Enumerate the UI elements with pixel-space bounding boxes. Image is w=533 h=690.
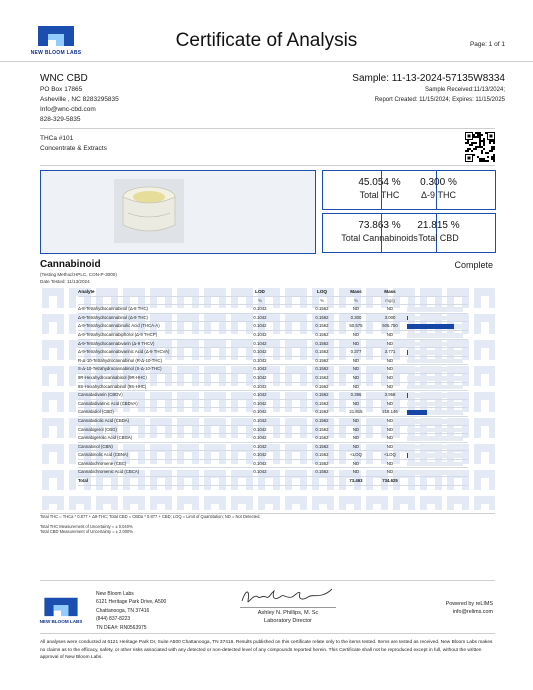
table-row (78, 391, 468, 400)
lab-address (96, 590, 166, 632)
table-row (78, 374, 468, 383)
lod-value: 0.1042 (253, 349, 267, 355)
document-title: Certificate of Analysis (175, 30, 358, 51)
analyte-name: Cannabinolic Acid (CBNA) (78, 452, 129, 458)
mass-pct-value: 0.300 (350, 314, 362, 320)
loq-value: 0.1562 (315, 417, 329, 423)
loq-value: 0.1562 (315, 460, 329, 466)
analyte-name: Cannabigerolic Acid (CBGA) (78, 435, 133, 441)
footer-logo-icon (40, 594, 82, 618)
powered-by-email[interactable]: info@relims.com (452, 609, 493, 616)
col-header-mass-pct: Mass (350, 289, 362, 294)
lod-value: 0.1042 (253, 460, 267, 466)
mass-pct-value: 50.575 (349, 323, 363, 329)
mass-mg-value: ND (386, 340, 394, 346)
analyte-name: Cannabinol (CBN) (78, 443, 113, 449)
loq-value: 0.1562 (315, 435, 329, 441)
table-row (78, 408, 468, 417)
lab-city: Chattanooga, TN 37416 (96, 607, 150, 614)
mass-mg-value: 218.146 (382, 409, 398, 415)
mass-pct-value: ND (352, 357, 360, 363)
lod-value: 0.1042 (253, 314, 267, 320)
analyte-name: Cannabidiol (CBD) (78, 409, 114, 415)
loq-value: 0.1562 (315, 306, 329, 312)
lab-name: New Bloom Labs (96, 591, 134, 597)
lod-value: 0.1042 (253, 469, 267, 475)
product-category: Concentrate & Extracts (40, 145, 107, 152)
analyte-name: Δ-9-Tetrahydrocannabinol (Δ-9 THC) (78, 314, 148, 320)
lab-phone: (844) 837-8223 (96, 616, 131, 623)
metric-label: Total Cannabinoids (341, 233, 418, 243)
mass-mg-value: ND (386, 374, 394, 380)
loq-value: 0.1562 (315, 469, 329, 475)
analyte-name: Δ-9-Tetrahydrocannabiphorol (Δ-9 THCP) (78, 331, 158, 337)
footer-logo-text: NEW BLOOM LABS (39, 619, 83, 624)
lod-value: 0.1042 (253, 331, 267, 337)
table-row (78, 340, 468, 349)
lab-street: 6121 Heritage Park Drive, A500 (96, 599, 167, 606)
mass-mg-value: ND (386, 331, 394, 337)
director-signature (236, 585, 336, 607)
result-bar-track (407, 307, 463, 312)
col-header-loq: LOQ (317, 289, 327, 294)
unit-mass-mg: mg/g (385, 297, 395, 303)
sample-info (352, 72, 505, 105)
metric-label: Total CBD (418, 233, 459, 243)
result-bar-track (407, 445, 463, 450)
mass-pct-value: ND (352, 417, 360, 423)
sample-id: Sample: 11-13-2024-57135W8334 (352, 73, 505, 84)
mass-pct-value: ND (352, 435, 360, 441)
table-row (78, 417, 468, 426)
analyte-name: 9S-Hexahydrocannabinol (9S-HHC) (78, 383, 147, 389)
lod-value: 0.1042 (253, 340, 267, 346)
director-name: Ashley N. Phillips, M. Sc (257, 610, 319, 616)
powered-by-text: Powered by reLIMS (445, 601, 493, 607)
analyte-name: Δ-9-Tetrahydrocannabivarin (Δ-9 THCV) (78, 340, 155, 346)
director-title: Laboratory Director (264, 618, 312, 625)
mass-pct-value: ND (352, 374, 360, 380)
status-badge: Complete (454, 260, 493, 270)
total-mass-mg: 734.625 (382, 478, 398, 484)
mass-mg-value: ND (386, 357, 394, 363)
mass-mg-value: 3.771 (384, 349, 396, 355)
client-email: Info@wnc-cbd.com (40, 106, 96, 113)
table-header-row (78, 288, 468, 297)
cannabinoid-table (78, 288, 468, 486)
lod-value: 0.1042 (253, 452, 267, 458)
client-name: WNC CBD (40, 73, 88, 84)
mass-mg-value: 505.750 (382, 323, 398, 329)
analyte-name: Cannabigerol (CBG) (78, 426, 117, 432)
loq-value: 0.1562 (315, 366, 329, 372)
table-row (78, 365, 468, 374)
mass-pct-value: ND (352, 340, 360, 346)
divider (40, 633, 495, 634)
analyte-name: Cannabidivarin (CBDV) (78, 392, 123, 398)
mass-mg-value: ND (386, 443, 394, 449)
mass-mg-value: ND (386, 383, 394, 389)
metric-value: 0.300 % (420, 177, 457, 188)
result-bar-track (407, 324, 463, 329)
mass-mg-value: ND (386, 417, 394, 423)
logo-text: NEW BLOOM LABS (30, 50, 82, 56)
lod-value: 0.1042 (253, 417, 267, 423)
result-bar (407, 453, 408, 458)
analyte-name: Cannabichromene (CBC) (78, 460, 127, 466)
mass-mg-value: ND (386, 400, 394, 406)
mass-mg-value: ND (386, 306, 394, 312)
mass-mg-value: ND (386, 366, 394, 372)
analyte-name: Δ-9-Tetrahydrocannabinolic Acid (THCA-A) (78, 323, 160, 329)
loq-value: 0.1562 (315, 452, 329, 458)
mass-pct-value: ND (352, 460, 360, 466)
mass-mg-value: 3.000 (384, 314, 396, 320)
result-bar-track (407, 453, 463, 458)
table-row (78, 451, 468, 460)
table-row (78, 314, 468, 323)
disclaimer-text: All analyses were conducted at 6121 Heritage Park Dr, Suite A500 Chattanooga, TN 37416. Results published on this certificate relate only to the items tested. Items are tested as received. New Bloom Labs makes no claims as to the efficacy, safety, or other risks associated with any detected or non-detected level of any compounds reported herein. This Certificate shall not be reproduced except in full, without the written approval of New Bloom Labs. (40, 640, 493, 661)
sample-jar-image (114, 179, 184, 243)
lod-value: 0.1042 (253, 409, 267, 415)
result-bar (407, 410, 427, 415)
client-city-line: Asheville , NC 8283295835 (40, 96, 119, 103)
loq-value: 0.1562 (315, 323, 329, 329)
unit-loq: % (320, 297, 324, 303)
mass-pct-value: ND (352, 306, 360, 312)
result-bar-track (407, 436, 463, 441)
result-bar-track (407, 385, 463, 390)
loq-value: 0.1562 (315, 314, 329, 320)
lod-value: 0.1042 (253, 374, 267, 380)
col-header-mass-mg: Mass (384, 289, 396, 294)
col-header-analyte: Analyte (78, 289, 95, 294)
result-bar-track (407, 316, 463, 321)
loq-value: 0.1562 (315, 392, 329, 398)
lod-value: 0.1042 (253, 357, 267, 363)
result-bar-track (407, 342, 463, 347)
lod-value: 0.1042 (253, 392, 267, 398)
mass-mg-value: 3.958 (384, 392, 396, 398)
table-row (78, 348, 468, 357)
divider (40, 580, 495, 581)
table-row (78, 305, 468, 314)
col-header-lod: LOD (255, 289, 265, 294)
result-bar (407, 316, 408, 321)
client-info (40, 72, 119, 125)
loq-value: 0.1562 (315, 349, 329, 355)
analyte-name: 9R-Hexahydrocannabinol (9R-HHC) (78, 374, 147, 380)
table-row (78, 357, 468, 366)
result-bar (407, 393, 408, 398)
client-address-line: PO Box 17865 (40, 86, 83, 93)
table-row (78, 331, 468, 340)
metric-value: 45.054 % (358, 177, 401, 188)
table-row (78, 443, 468, 452)
loq-value: 0.1562 (315, 331, 329, 337)
unit-lod: % (258, 297, 262, 303)
analyte-name: Cannabidiolic Acid (CBDA) (78, 417, 130, 423)
table-row (78, 434, 468, 443)
analyte-name: Cannabichromenic Acid (CBCA) (78, 469, 140, 475)
loq-value: 0.1562 (315, 383, 329, 389)
total-label: Total (78, 478, 88, 484)
divider (40, 165, 495, 166)
mass-pct-value: 0.396 (350, 392, 362, 398)
result-bar-track (407, 410, 463, 415)
date-tested: Date Tested: 11/13/2024 (40, 279, 90, 284)
result-bar-track (407, 419, 463, 424)
mass-mg-value: ND (386, 435, 394, 441)
mass-mg-value: ND (386, 460, 394, 466)
loq-value: 0.1562 (315, 374, 329, 380)
table-row (78, 322, 468, 331)
lod-value: 0.1042 (253, 435, 267, 441)
mass-pct-value: ND (352, 383, 360, 389)
table-row (78, 383, 468, 392)
unit-mass-pct: % (354, 297, 358, 303)
qr-code-icon[interactable] (465, 132, 495, 162)
analyte-name: R-Δ-10-Tetrahydrocannabinol (R-Δ-10-THC) (78, 357, 163, 363)
testing-method: (Testing Method:HPLC, CON-P-3000) (40, 272, 117, 277)
signature-line (240, 607, 336, 608)
loq-value: 0.1562 (315, 340, 329, 346)
metric-value: 21.815 % (417, 220, 460, 231)
lod-value: 0.1042 (253, 400, 267, 406)
table-row (78, 460, 468, 469)
page-number: Page: 1 of 1 (469, 41, 505, 48)
table-row (78, 468, 468, 477)
thc-uncertainty: Total THC Measurement of Uncertainty = ± 0.040% (40, 524, 133, 529)
mass-mg-value: ND (386, 469, 394, 475)
result-bar-track (407, 402, 463, 407)
mass-pct-value: <LOQ (350, 452, 362, 458)
loq-value: 0.1562 (315, 409, 329, 415)
table-row (78, 400, 468, 409)
mass-pct-value: ND (352, 469, 360, 475)
mass-pct-value: ND (352, 426, 360, 432)
result-bar-track (407, 393, 463, 398)
section-title: Cannabinoid (40, 259, 101, 270)
divider (40, 128, 495, 129)
result-bar-track (407, 470, 463, 475)
table-units-row (78, 297, 468, 306)
table-row (78, 426, 468, 435)
result-bar-track (407, 333, 463, 338)
analyte-name: Δ-8-Tetrahydrocannabinol (Δ-8 THC) (78, 306, 148, 312)
analyte-name: S-Δ-10-Tetrahydrocannabinol (S-Δ-10-THC) (78, 366, 162, 372)
client-phone: 828-329-5835 (40, 116, 81, 123)
lod-value: 0.1042 (253, 323, 267, 329)
mass-pct-value: ND (352, 400, 360, 406)
result-bar (407, 324, 454, 329)
mass-pct-value: 0.377 (350, 349, 362, 355)
lod-value: 0.1042 (253, 383, 267, 389)
metric-value: 73.863 % (358, 220, 401, 231)
loq-value: 0.1562 (315, 426, 329, 432)
metric-total-cbd (381, 213, 496, 253)
report-dates: Report Created: 11/15/2024; Expires: 11/15/2025 (374, 97, 505, 103)
sample-photo-frame (40, 170, 316, 254)
analyte-name: Δ-9-Tetrahydrocannabivarinic Acid (Δ-9 THCVA) (78, 349, 170, 355)
lod-value: 0.1042 (253, 443, 267, 449)
lod-value: 0.1042 (253, 426, 267, 432)
total-mass-pct: 73.463 (349, 478, 363, 484)
metric-label: Total THC (359, 190, 400, 200)
result-bar-track (407, 428, 463, 433)
loq-value: 0.1562 (315, 400, 329, 406)
lod-value: 0.1042 (253, 306, 267, 312)
result-bar-track (407, 350, 463, 355)
analyte-name: Cannabidivarinic Acid (CBDVA) (78, 400, 138, 406)
loq-value: 0.1562 (315, 357, 329, 363)
result-bar-track (407, 462, 463, 467)
mass-pct-value: 21.815 (349, 409, 363, 415)
lab-director (220, 609, 356, 625)
mass-pct-value: ND (352, 443, 360, 449)
result-bar-track (407, 367, 463, 372)
product-info (40, 134, 107, 154)
powered-by (446, 600, 493, 617)
result-bar (407, 350, 408, 355)
mass-mg-value: <LOQ (384, 452, 396, 458)
formula-note: Total THC = THCa * 0.877 + Δ9-THC; Total CBD = CBDa * 0.877 + CBD; LOQ = Limit of Quantitation; ND = Not Detected. (40, 514, 261, 519)
loq-value: 0.1562 (315, 443, 329, 449)
metric-label: Δ-9 THC (420, 190, 456, 200)
mass-mg-value: ND (386, 426, 394, 432)
result-bar-track (407, 359, 463, 364)
product-name: THCa #101 (40, 135, 74, 142)
table-total-row (78, 477, 468, 486)
report-header (0, 0, 533, 62)
metric-delta9-thc (381, 170, 496, 210)
cbd-uncertainty: Total CBD Measurement of Uncertainty = ± 2.000% (40, 529, 133, 534)
mass-pct-value: ND (352, 331, 360, 337)
mass-pct-value: ND (352, 366, 360, 372)
lod-value: 0.1042 (253, 366, 267, 372)
result-bar-track (407, 376, 463, 381)
sample-received: Sample Received:11/13/2024; (425, 87, 505, 93)
lab-dea: TN DEA#: RN0563975 (96, 624, 147, 631)
